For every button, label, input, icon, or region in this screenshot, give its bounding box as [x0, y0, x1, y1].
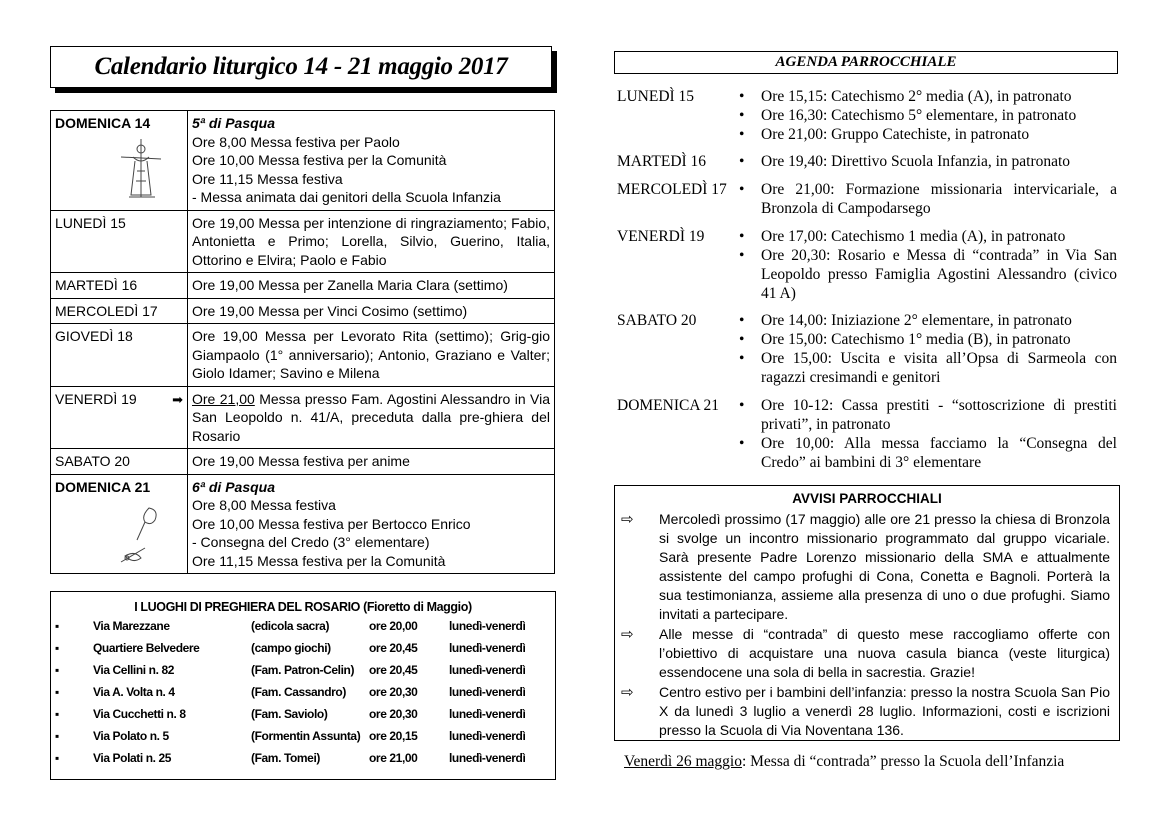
table-row: [51, 210, 555, 273]
mass-cell: Ore 19,00 Messa per Vinci Cosimo (settimo): [188, 298, 555, 324]
rosary-host: (Fam. Tomei): [251, 751, 320, 765]
agenda-item: • Ore 16,30: Catechismo 5° elementare, in patronato: [761, 106, 1117, 125]
agenda-list: [761, 396, 1117, 472]
risen-christ-icon: [115, 137, 165, 203]
rosary-box: [50, 591, 556, 780]
agenda-list: [761, 227, 1117, 303]
agenda-item: • Ore 14,00: Iniziazione 2° elementare, in patronato: [761, 311, 1117, 330]
rosary-days: lunedì-venerdì: [449, 619, 526, 633]
bullet-icon: ▪: [55, 685, 59, 699]
mass-line: Ore 10,00 Messa festiva per Bertocco Enrico: [192, 515, 471, 532]
table-row: [51, 474, 555, 574]
bullet-icon: ▪: [55, 751, 59, 765]
notices-box: [614, 485, 1120, 741]
rosary-row: [51, 619, 555, 639]
rosary-row: [51, 685, 555, 705]
rosary-host: (Fam. Cassandro): [251, 685, 346, 699]
agenda-day-label: SABATO 20: [617, 312, 697, 329]
mass-time: Ore 21,00: [192, 390, 255, 407]
rosary-row: [51, 729, 555, 749]
day-cell: LUNEDÌ 15: [51, 210, 188, 273]
agenda-list: [761, 87, 1117, 144]
mass-cell: Ore 19,00 Messa per Levorato Rita (settimo); Grig-gio Giampaolo (1° anniversario); Antonio, Graziano e Valter; Giolo Idamer; Savino e Milena: [188, 324, 555, 387]
bullet-icon: ▪: [55, 619, 59, 633]
agenda-item: • Ore 21,00: Gruppo Catechiste, in patronato: [761, 125, 1117, 144]
table-row: [51, 386, 555, 449]
title-box: [50, 46, 552, 88]
agenda-item: • Ore 10-12: Cassa prestiti - “sottoscrizione di prestiti privati”, in patronato: [761, 396, 1117, 434]
bullet-icon: ▪: [55, 663, 59, 677]
mass-line: Ore 8,00 Messa festiva: [192, 497, 336, 513]
mass-cell: [188, 111, 555, 211]
rosary-host: (Fam. Patron-Celin): [251, 663, 355, 677]
mass-cell: Ore 19,00 Messa per Zanella Maria Clara (settimo): [188, 273, 555, 299]
day-cell: SABATO 20: [51, 449, 188, 475]
mass-text: Messa presso Fam. Agostini Alessandro in Via San Leopoldo n. 41/A, preceduta dalla pre-ghiera del Rosario: [192, 390, 550, 444]
rosary-time: ore 20,00: [369, 619, 418, 633]
notices-title: AVVISI PARROCCHIALI: [792, 491, 942, 506]
day-cell: [51, 111, 188, 211]
table-row: [51, 449, 555, 475]
notice-item: [621, 683, 1110, 740]
mass-line: Ore 11,15 Messa festiva: [192, 170, 343, 187]
mass-cell: [188, 386, 555, 449]
agenda-item: • Ore 15,00: Catechismo 1° media (B), in patronato: [761, 330, 1117, 349]
notice-text: Centro estivo per i bambini dell’infanzia: presso la nostra Scuola San Pio X da lunedì 3 luglio a venerdì 28 luglio. Informazioni, costi e iscrizioni presso la Scuola di Via Noventana 136.: [659, 684, 1110, 738]
rosary-host: (edicola sacra): [251, 619, 330, 633]
rosary-row: [51, 707, 555, 727]
day-cell: GIOVEDÌ 18: [51, 324, 188, 387]
agenda-item: • Ore 17,00: Catechismo 1 media (A), in patronato: [761, 227, 1117, 246]
agenda-title: AGENDA PARROCCHIALE: [775, 54, 957, 70]
rosary-host: (Fam. Saviolo): [251, 707, 328, 721]
agenda-list: [761, 311, 1117, 387]
footer-text: : Messa di “contrada” presso la Scuola dell’Infanzia: [741, 753, 1065, 770]
rosary-place: Via Cellini n. 82: [93, 663, 175, 677]
pointing-hand-icon: ⇨: [621, 626, 634, 643]
rosary-row: [51, 751, 555, 771]
dove-icon: [115, 500, 165, 566]
table-row: [51, 111, 555, 211]
mass-line: - Messa animata dai genitori della Scuola Infanzia: [192, 189, 501, 205]
pointing-hand-icon: ⇨: [621, 684, 634, 701]
rosary-days: lunedì-venerdì: [449, 641, 526, 655]
rosary-time: ore 20,45: [369, 641, 418, 655]
rosary-days: lunedì-venerdì: [449, 663, 526, 677]
day-cell: [51, 474, 188, 574]
footer-note: [624, 753, 1064, 771]
mass-cell: Ore 19,00 Messa festiva per anime: [188, 449, 555, 475]
agenda-item: • Ore 20,30: Rosario e Messa di “contrada” in Via San Leopoldo presso Famiglia Agostini Alessandro (civico 41 A): [761, 246, 1117, 303]
arrow-right-icon: ➡: [172, 391, 183, 407]
agenda-item: • Ore 15,00: Uscita e visita all’Opsa di Sarmeola con ragazzi cresimandi e genitori: [761, 349, 1117, 387]
agenda-item: • Ore 10,00: Alla messa facciamo la “Consegna del Credo” ai bambini di 3° elementare: [761, 434, 1117, 472]
mass-line: Ore 11,15 Messa festiva per la Comunità: [192, 552, 446, 569]
rosary-place: Via Polato n. 5: [93, 729, 169, 743]
rosary-place: Via Marezzane: [93, 619, 170, 633]
pointing-hand-icon: ⇨: [621, 511, 634, 528]
mass-line: Ore 10,00 Messa festiva per la Comunità: [192, 152, 447, 168]
mass-cell: [188, 474, 555, 574]
rosary-days: lunedì-venerdì: [449, 751, 526, 765]
rosary-time: ore 20,30: [369, 685, 418, 699]
rosary-title: I LUOGHI DI PREGHIERA DEL ROSARIO (Fioretto di Maggio): [134, 600, 472, 614]
footer-date: Venerdì 26 maggio: [624, 753, 742, 770]
rosary-time: ore 21,00: [369, 751, 418, 765]
day-cell: MARTEDÌ 16: [51, 273, 188, 299]
agenda-list: [761, 180, 1117, 218]
agenda-day-label: VENERDÌ 19: [617, 228, 705, 245]
rosary-time: ore 20,45: [369, 663, 418, 677]
day-label: DOMENICA 14: [55, 115, 151, 131]
rosary-row: [51, 663, 555, 683]
agenda-day-label: MARTEDÌ 16: [617, 153, 707, 170]
day-cell: [51, 386, 188, 449]
table-row: [51, 273, 555, 299]
notice-item: [621, 625, 1110, 682]
rosary-host: (Formentin Assunta): [251, 729, 361, 743]
table-row: [51, 298, 555, 324]
mass-line: - Consegna del Credo (3° elementare): [192, 534, 430, 550]
liturgical-sunday: 6ª di Pasqua: [192, 478, 275, 495]
rosary-row: [51, 641, 555, 661]
agenda-day-label: DOMENICA 21: [617, 397, 720, 414]
rosary-time: ore 20,15: [369, 729, 418, 743]
rosary-days: lunedì-venerdì: [449, 729, 526, 743]
day-cell: MERCOLEDÌ 17: [51, 298, 188, 324]
agenda-item: • Ore 19,40: Direttivo Scuola Infanzia, in patronato: [761, 152, 1117, 171]
rosary-place: Via Cucchetti n. 8: [93, 707, 186, 721]
notice-text: Alle messe di “contrada” di questo mese raccogliamo offerte con l’obiettivo di acquistare una nuova casula bianca (veste liturgica) essendocene una sola di bella in sacrestia. Grazie!: [659, 626, 1110, 680]
day-label: VENERDÌ 19: [55, 390, 137, 407]
liturgical-sunday: 5ª di Pasqua: [192, 115, 275, 131]
agenda-item: • Ore 21,00: Formazione missionaria intervicariale, a Bronzola di Campodarsego: [761, 180, 1117, 218]
bullet-icon: ▪: [55, 707, 59, 721]
notice-text: Mercoledì prossimo (17 maggio) alle ore 21 presso la chiesa di Bronzola si svolge un incontro missionario programmato dal gruppo vicariale. Sarà presente Padre Lorenzo missionario della SMA e attualmente assistente del campo profughi di Cona, Conetta e Bagnoli. Porterà la sua testimonianza, assieme alla presenza di uno o due profughi. Siamo invitati a partecipare.: [659, 511, 1110, 622]
agenda-day-label: LUNEDÌ 15: [617, 88, 695, 105]
rosary-place: Quartiere Belvedere: [93, 641, 200, 655]
rosary-days: lunedì-venerdì: [449, 685, 526, 699]
agenda-list: [761, 152, 1117, 171]
rosary-days: lunedì-venerdì: [449, 707, 526, 721]
rosary-time: ore 20,30: [369, 707, 418, 721]
agenda-item: • Ore 15,15: Catechismo 2° media (A), in patronato: [761, 87, 1117, 106]
bullet-icon: ▪: [55, 729, 59, 743]
rosary-place: Via Polati n. 25: [93, 751, 172, 765]
day-label: DOMENICA 21: [55, 478, 151, 495]
liturgical-table: [50, 110, 555, 574]
agenda-header: [614, 51, 1118, 74]
agenda-day-label: MERCOLEDÌ 17: [617, 181, 727, 198]
bullet-icon: ▪: [55, 641, 59, 655]
notice-item: [621, 510, 1110, 624]
mass-line: Ore 8,00 Messa festiva per Paolo: [192, 133, 400, 150]
rosary-place: Via A. Volta n. 4: [93, 685, 175, 699]
table-row: [51, 324, 555, 387]
rosary-host: (campo giochi): [251, 641, 331, 655]
page-title: Calendario liturgico 14 - 21 maggio 2017: [94, 53, 508, 80]
mass-cell: Ore 19,00 Messa per intenzione di ringraziamento; Fabio, Antonietta e Primo; Lorella, Silvio, Guerino, Italia, Ottorino e Elvira; Paolo e Fabio: [188, 210, 555, 273]
